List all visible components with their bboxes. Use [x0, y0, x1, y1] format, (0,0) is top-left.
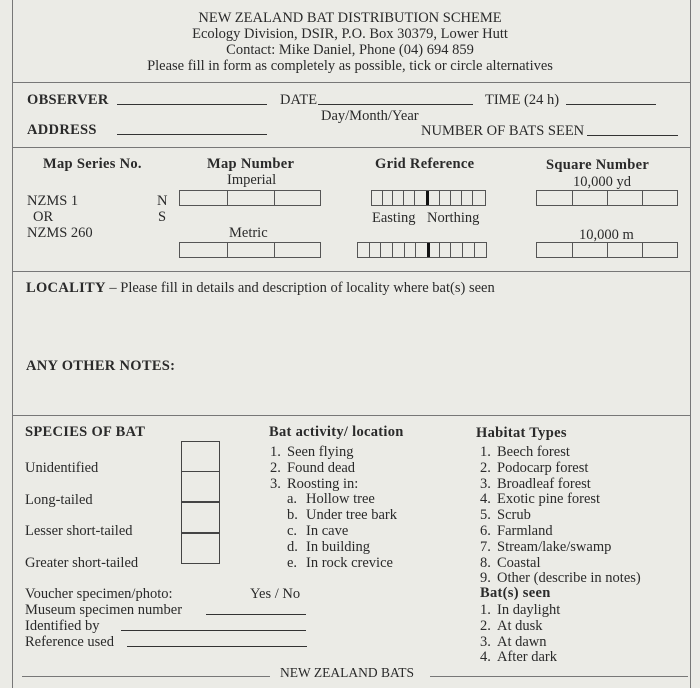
seen-item[interactable]: 1. In daylight: [480, 602, 561, 618]
easting-label: Easting: [372, 210, 416, 226]
or-label: OR: [33, 209, 54, 225]
form-instructions: Please fill in form as completely as possible, tick or circle alternatives: [147, 58, 553, 74]
species-long-tailed: Long-tailed: [25, 492, 93, 508]
footer-rule-left: [22, 676, 270, 677]
footer-text: NEW ZEALAND BATS: [280, 665, 414, 680]
locality-label: LOCALITY: [26, 280, 106, 296]
observer-field[interactable]: [117, 104, 267, 105]
habitat-item[interactable]: 2. Podocarp forest: [480, 459, 589, 476]
species-checkbox-unidentified[interactable]: [181, 471, 220, 502]
activity-label: Bat activity/ location: [269, 424, 404, 440]
species-checkbox-long-tailed[interactable]: [181, 502, 220, 533]
habitat-item[interactable]: 8. Coastal: [480, 554, 541, 571]
map-number-label: Map Number: [207, 156, 295, 172]
identified-field[interactable]: [121, 630, 306, 631]
map-number-imperial-boxes[interactable]: [179, 190, 321, 206]
yd-label: 10,000 yd: [573, 174, 631, 190]
roost-item[interactable]: a. Hollow tree: [287, 491, 375, 508]
reference-field[interactable]: [127, 646, 307, 647]
habitat-item[interactable]: 1. Beech forest: [480, 444, 570, 460]
habitat-item[interactable]: 5. Scrub: [480, 507, 531, 524]
activity-item[interactable]: 1. Seen flying: [270, 444, 354, 460]
other-notes-label: ANY OTHER NOTES:: [26, 358, 176, 374]
habitat-label: Habitat Types: [476, 425, 567, 441]
observer-label: OBSERVER: [27, 92, 109, 108]
form-contact: Contact: Mike Daniel, Phone (04) 694 859: [226, 42, 474, 58]
roost-item[interactable]: d. In building: [287, 538, 371, 555]
divider: [12, 147, 690, 148]
activity-list: [270, 445, 397, 571]
date-format: Day/Month/Year: [321, 108, 419, 124]
northing-label: Northing: [427, 210, 480, 226]
voucher-label: Voucher specimen/photo:: [25, 586, 173, 602]
left-border: [12, 0, 13, 688]
roost-item[interactable]: c. In cave: [287, 522, 349, 539]
north-option[interactable]: N: [157, 193, 168, 209]
grid-reference-boxes-bottom[interactable]: [357, 242, 487, 258]
address-label: ADDRESS: [27, 122, 97, 138]
south-option[interactable]: S: [158, 209, 167, 225]
square-number-yd-boxes[interactable]: [536, 190, 678, 206]
address-field[interactable]: [117, 134, 267, 135]
seen-item[interactable]: 2. At dusk: [480, 617, 543, 634]
reference-label: Reference used: [25, 634, 114, 650]
nzms1-option[interactable]: NZMS 1: [27, 193, 79, 209]
roost-item[interactable]: b. Under tree bark: [287, 507, 397, 524]
imperial-label: Imperial: [227, 172, 277, 188]
divider: [12, 415, 690, 416]
seen-item[interactable]: 4. After dark: [480, 649, 557, 666]
map-series-label: Map Series No.: [43, 156, 142, 172]
bats-seen-field[interactable]: [587, 135, 678, 136]
bats-seen-time-list: [480, 603, 560, 666]
habitat-item[interactable]: 4. Exotic pine forest: [480, 491, 601, 508]
time-field[interactable]: [566, 104, 656, 105]
habitat-item[interactable]: 3. Broadleaf forest: [480, 475, 591, 492]
roost-item[interactable]: e. In rock crevice: [287, 554, 393, 571]
museum-label: Museum specimen number: [25, 602, 183, 618]
time-label: TIME (24 h): [485, 92, 560, 108]
species-unidentified: Unidentified: [25, 460, 99, 476]
map-number-metric-boxes[interactable]: [179, 242, 321, 258]
divider: [12, 271, 690, 272]
other-notes-field[interactable]: [26, 376, 676, 408]
metric-label: Metric: [229, 225, 268, 241]
form-address: Ecology Division, DSIR, P.O. Box 30379, Lower Hutt: [192, 26, 508, 42]
bats-seen-label: NUMBER OF BATS SEEN: [421, 123, 585, 139]
habitat-item[interactable]: 7. Stream/lake/swamp: [480, 538, 612, 555]
nzms260-option[interactable]: NZMS 260: [27, 225, 93, 241]
locality-row: [26, 280, 495, 297]
activity-item[interactable]: 3. Roosting in:: [270, 475, 359, 492]
museum-field[interactable]: [206, 614, 306, 615]
divider: [12, 82, 690, 83]
activity-item[interactable]: 2. Found dead: [270, 459, 356, 476]
species-greater-short-tailed: Greater short-tailed: [25, 555, 139, 571]
date-label: DATE: [280, 92, 318, 108]
locality-field[interactable]: [26, 298, 676, 348]
locality-instructions: – Please fill in details and description of locality where bat(s) seen: [105, 280, 495, 296]
voucher-yes-no[interactable]: Yes / No: [250, 586, 301, 602]
footer-rule-right: [430, 676, 688, 677]
square-number-m-boxes[interactable]: [536, 242, 678, 258]
right-border: [690, 0, 691, 688]
species-checkbox-lesser-short-tailed[interactable]: [181, 533, 220, 564]
identified-label: Identified by: [25, 618, 100, 634]
square-number-label: Square Number: [546, 157, 650, 173]
grid-reference-label: Grid Reference: [375, 156, 475, 172]
habitat-item[interactable]: 6. Farmland: [480, 522, 553, 539]
form-title: NEW ZEALAND BAT DISTRIBUTION SCHEME: [198, 10, 502, 26]
date-field[interactable]: [318, 104, 473, 105]
m-label: 10,000 m: [579, 227, 634, 243]
seen-item[interactable]: 3. At dawn: [480, 633, 547, 650]
species-checkbox-top: [181, 441, 220, 472]
bats-seen-time-label: Bat(s) seen: [480, 585, 551, 601]
habitat-item[interactable]: 9. Other (describe in notes): [480, 570, 641, 587]
species-lesser-short-tailed: Lesser short-tailed: [25, 523, 133, 539]
grid-reference-boxes-top[interactable]: [371, 190, 486, 206]
habitat-list: [480, 445, 641, 587]
species-label: SPECIES OF BAT: [25, 424, 146, 440]
